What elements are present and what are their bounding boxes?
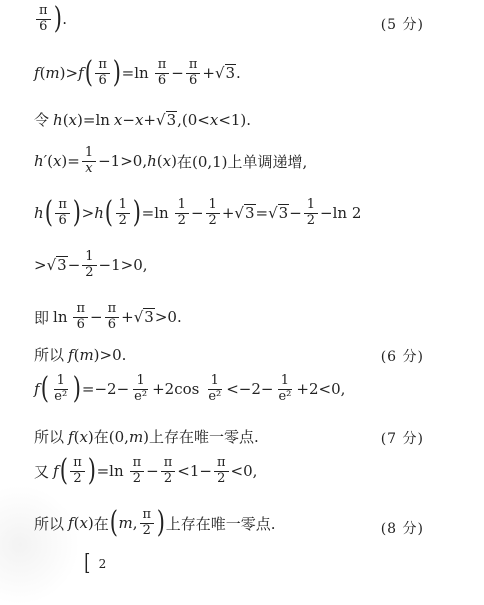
line-2: f ( m ) > f ( $\frac{\pi}{6}$ ) = ln $\frac{\pi}{6}$ − $\frac{\pi}{6}$ + √ 3 . [34, 55, 241, 91]
line-5: h ( $\frac{\pi}{6}$ ) > h ( $\frac{1}{2}$ ) = ln $\frac{1}{2}$ − $\frac{1}{2}$ + √ 3 = √ 3 − $\frac{1}{2}$ − ln 2 [34, 195, 362, 231]
line-4: h′ ( x )= $\frac{1}{x}$ −1>0, h ( x ) 在(0,1)上单调递增, [34, 145, 308, 176]
line-12: 所以 f ( x ) 在 ( m , $\frac{\pi}{2}$ ) 上存在唯一零点. [34, 505, 276, 541]
line-13-cropped: [ 2 [84, 551, 107, 576]
line-7: 即 ln $\frac{\pi}{6}$ − $\frac{\pi}{6}$ + √ 3 >0. [34, 301, 182, 332]
line-10: 所以 f ( x ) 在(0, m )上存在唯一零点. [34, 427, 259, 446]
score-6: (6 分) [380, 349, 424, 365]
line-8: 所以 f ( m )>0. [34, 345, 127, 364]
line-9: f ( $\frac{1}{\text{e²}}$ ) =−2− $\frac{1}{\text{e²}}$ +2 cos $\frac{1}{\text{e²}}$ <−2− $\frac{1}{\text{e²}}$ +2<0, [34, 371, 346, 407]
line-6: > √ 3 − $\frac{1}{2}$ −1>0, [34, 249, 148, 280]
score-7: (7 分) [380, 431, 424, 447]
line-11: 又 f ( $\frac{\pi}{2}$ ) = ln $\frac{\pi}{2}$ − $\frac{\pi}{2}$ <1− $\frac{\pi}{2}$ <0, [34, 453, 258, 489]
corner-watermark-shape [0, 485, 80, 605]
score-5: (5 分) [380, 17, 424, 33]
line-1: $\frac{\pi}{6}$ ) . [34, 4, 67, 35]
line-3: 令 h ( x )= ln x − x + √ 3 ,(0< x <1). [34, 110, 252, 129]
fraction-pi-6: $\frac{\pi}{6}$ [36, 4, 51, 35]
score-8: (8 分) [380, 521, 424, 537]
